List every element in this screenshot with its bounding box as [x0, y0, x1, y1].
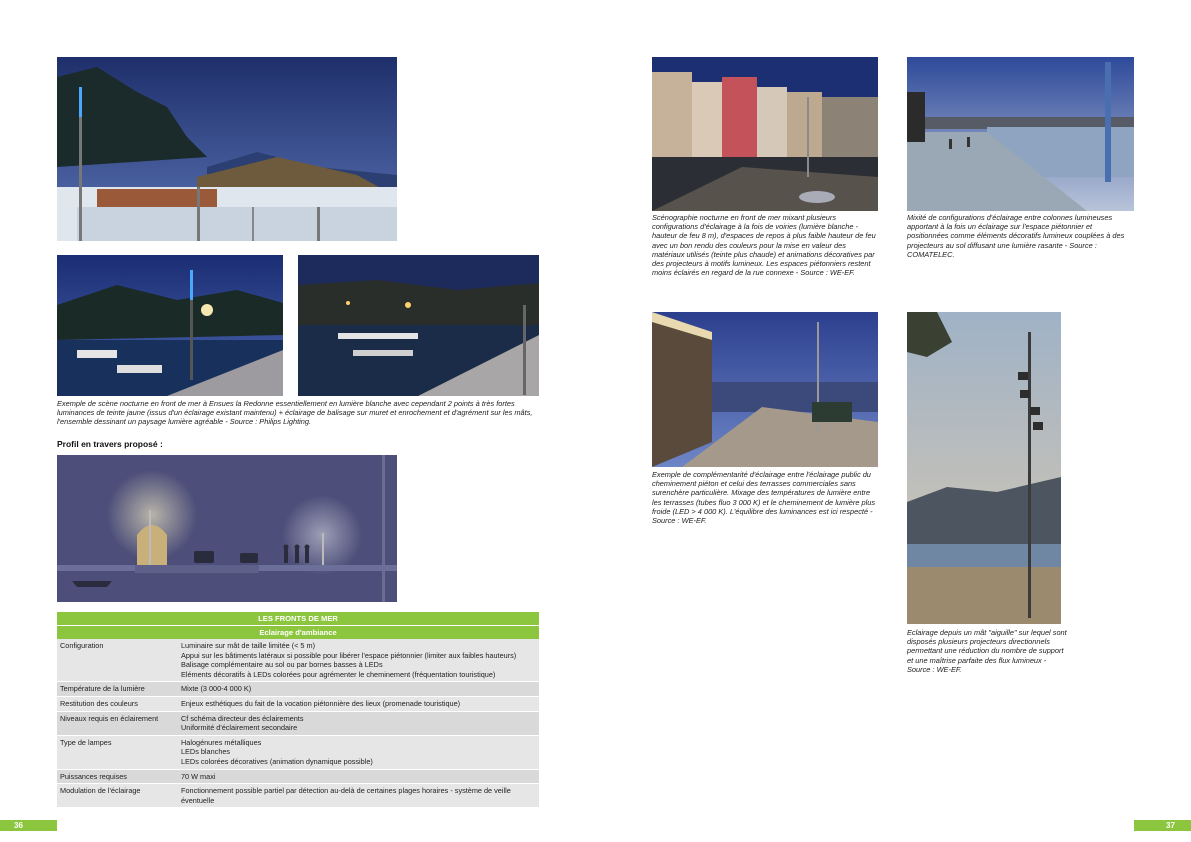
row-label: Température de la lumière: [60, 684, 145, 694]
row-value: LEDs colorées décoratives (animation dynamique possible): [181, 756, 373, 766]
row-value: Eléments décoratifs à LEDs colorées pour agrémenter le cheminement (fréquentation touristique): [181, 669, 496, 679]
row-label: Puissances requises: [60, 771, 127, 781]
photo-ensues-marina-right: [298, 255, 539, 396]
row-values: [177, 736, 539, 769]
row-value: Uniformité d'éclairement secondaire: [181, 723, 298, 733]
profile-title: Profil en travers proposé :: [57, 439, 163, 449]
caption-mat: Eclairage depuis un mât "aiguille" sur lequel sont disposés plusieurs projecteurs directionnels permettant une réduction du nombre de support et une maîtrise parfaite des flux lumineux - Source : WE-EF.: [907, 628, 1067, 674]
row-value: 70 W maxi: [181, 771, 216, 781]
photo-scenographie-street: [652, 57, 878, 211]
page-number-text: 36: [14, 821, 23, 830]
row-value: Mixte (3 000-4 000 K): [181, 684, 252, 694]
table-row: [57, 736, 539, 770]
profile-cross-section-illustration: [57, 455, 397, 602]
row-value: LEDs blanches: [181, 747, 231, 757]
caption-ensues: Exemple de scène nocturne en front de mer à Ensues la Redonne essentiellement en lumière blanche avec cependant 2 points à très fortes luminances de teinte jaune (issus d'un éclairage existant maintenu) + éclairage de balisage sur muret et enrochement et d'agrément sur les mâts, l'ensemble dessinant un paysage lumière agréable - Source : Philips Lighting.: [57, 399, 533, 427]
row-value: Luminaire sur mât de taille limitée (< 5 m): [181, 641, 316, 650]
row-value: Fonctionnement possible partiel par détection au-delà de certaines plages horaires - système de veille éventuelle: [181, 786, 511, 805]
row-label: Type de lampes: [60, 737, 112, 747]
row-value: Enjeux esthétiques du fait de la vocation piétonnière des lieux (promenade touristique): [181, 698, 461, 708]
table-row: [57, 682, 539, 697]
row-value: Balisage complémentaire au sol ou par bornes basses à LEDs: [181, 660, 383, 670]
photo-ensues-marina-left: [57, 255, 283, 396]
row-values: [177, 712, 539, 735]
row-values: [177, 639, 539, 681]
fronts-de-mer-table: [57, 612, 539, 808]
photo-mat-aiguille: [907, 312, 1061, 624]
table-row: [57, 770, 539, 785]
table-row: [57, 784, 539, 808]
caption-mixite: Mixité de configurations d'éclairage entre colonnes lumineuses apportant à la fois un éclairage sur l'espace piétonnier et positionnées comme éléments décoratifs lumineux couplées à des projecteurs au sol diffusant une lumière rasante - Source : COMATELEC.: [907, 213, 1125, 259]
table-row: [57, 712, 539, 736]
row-value: Cf schéma directeur des éclairements: [181, 713, 304, 723]
page-number-text: 37: [1166, 821, 1175, 830]
table-title: LES FRONTS DE MER: [57, 612, 539, 626]
photo-terrasses-cheminement: [652, 312, 878, 467]
table-subtitle: Eclairage d'ambiance: [57, 626, 539, 639]
row-value: Halogénures métalliques: [181, 737, 262, 747]
caption-scenographie: Scénographie nocturne en front de mer mixant plusieurs configurations d'éclairage à la fois de voiries (lumière blanche - hauteur de feu 8 m), d'espaces de repos à plus faible hauteur de feu avec un bon rendu des couleurs pour la mise en valeur des matériaux utilisés (teinte plus chaude) et animations décoratives par des projecteurs à motifs lumineux. Les espaces piétonniers restent moins éclairés en regard de la rue connexe - Source : WE-EF.: [652, 213, 876, 278]
photo-light-columns-promenade: [907, 57, 1134, 211]
row-label: Niveaux requis en éclairement: [60, 713, 159, 723]
row-label: Configuration: [60, 641, 104, 650]
table-row: [57, 639, 539, 682]
photo-ensues-harbor-wide: [57, 57, 397, 241]
row-values: [177, 770, 539, 784]
row-values: [177, 682, 539, 696]
caption-complementarite: Exemple de complémentarité d'éclairage entre l'éclairage public du cheminement piéton et celui des terrasses commerciales sans surenchère particulière. Mixage des températures de lumière entre les terrasses (tubes fluo 3 000 K) et le cheminement de lumière plus froide (LED > 4 000 K). L'équilibre des luminances est ici respecté - Source : WE-EF.: [652, 470, 876, 526]
page-number-right: [1134, 820, 1191, 831]
row-values: [177, 784, 539, 807]
page-number-left: [0, 820, 57, 831]
row-label: Restitution des couleurs: [60, 698, 138, 708]
row-label: Modulation de l'éclairage: [60, 786, 141, 796]
table-row: [57, 697, 539, 712]
row-value: Appui sur les bâtiments latéraux si possible pour libérer l'espace piétonnier (limiter aux faibles hauteurs): [181, 650, 517, 660]
row-values: [177, 697, 539, 711]
table-body: [57, 639, 539, 808]
